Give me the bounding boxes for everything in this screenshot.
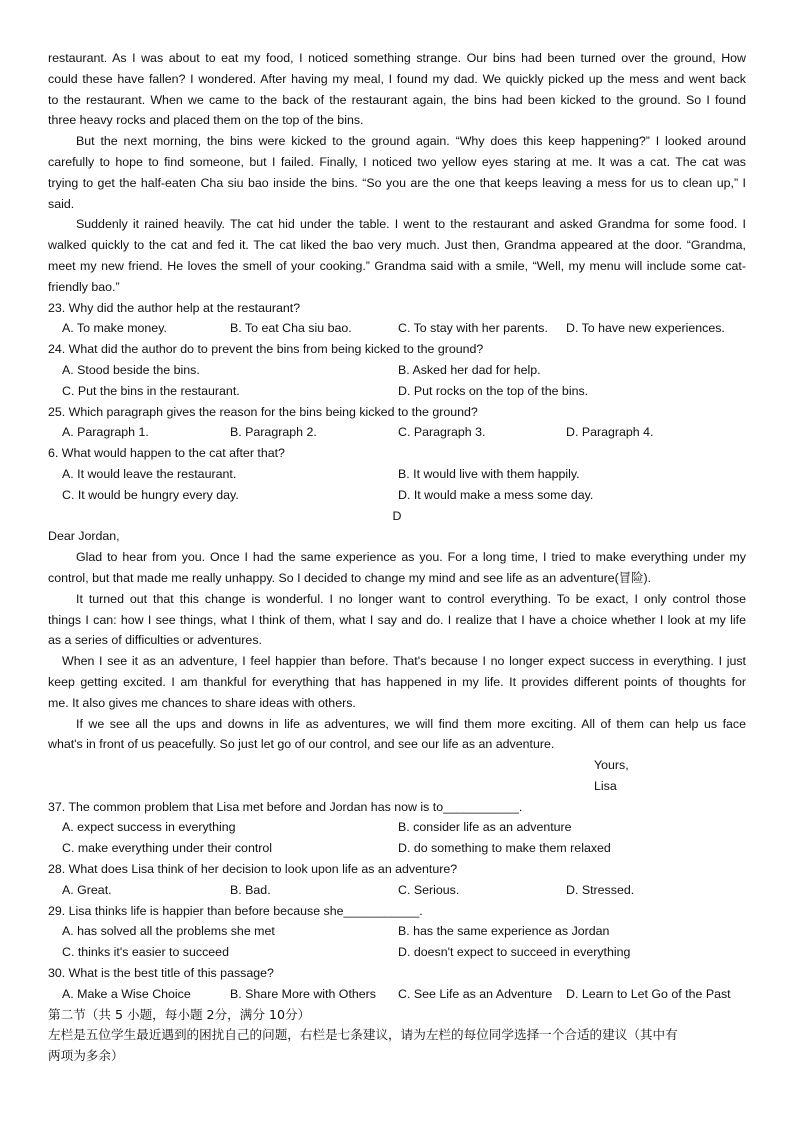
option-a[interactable]: A. Great. [62, 882, 112, 897]
option-a[interactable]: A. Make a Wise Choice [62, 986, 191, 1001]
letter-line: It turned out that this change is wonderful. I no longer want to control everything. To be exact, I only control those [76, 591, 746, 606]
option-c[interactable]: C. Put the bins in the restaurant. [62, 383, 240, 398]
option-c[interactable]: C. Serious. [398, 882, 460, 897]
letter-line: control, but that made me really unhappy. So I decided to change my mind and see life as an adventure(冒险). [48, 570, 652, 585]
section-2 [48, 1005, 746, 1067]
question-37 [48, 797, 746, 859]
section-2-heading: 第二节（共 5 小题，每小题 2分，满分 10分） [48, 1006, 311, 1022]
option-c[interactable]: C. make everything under their control [62, 841, 273, 856]
option-b[interactable]: B. It would live with them happily. [398, 466, 580, 481]
option-d[interactable]: D. It would make a mess some day. [398, 487, 594, 502]
option-a[interactable]: A. Paragraph 1. [62, 425, 149, 440]
passage-line: three heavy rocks and placed them on the top of the bins. [48, 113, 364, 128]
option-c[interactable]: C. thinks it's easier to succeed [62, 945, 229, 960]
passage-line: walked quickly to the cat and fed it. The cat liked the bao very much. Just then, Grandma appeared at the door. “Grandma, [48, 238, 746, 253]
section-d-heading: D [392, 508, 402, 523]
passage-c [48, 48, 746, 298]
option-a[interactable]: A. has solved all the problems she met [62, 924, 275, 939]
option-d[interactable]: D. Put rocks on the top of the bins. [398, 383, 589, 398]
option-b[interactable]: B. To eat Cha siu bao. [230, 321, 352, 336]
question-30 [48, 963, 746, 1005]
letter-line: If we see all the ups and downs in life as adventures, we will find them more exciting. All of them can help us face [76, 716, 746, 731]
letter [48, 526, 746, 796]
option-a[interactable]: A. Stood beside the bins. [62, 362, 200, 377]
passage-line: Suddenly it rained heavily. The cat hid under the table. I went to the restaurant and asked Grandma for some food. I [76, 217, 746, 232]
letter-closing: Yours, [594, 758, 629, 773]
question-stem: 25. Which paragraph gives the reason for the bins being kicked to the ground? [48, 404, 478, 419]
passage-line: said. [48, 196, 75, 211]
exam-page [48, 48, 746, 1067]
section-2-instruction: 两项为多余） [48, 1048, 124, 1064]
passage-line: restaurant. As I was about to eat my food, I noticed something strange. Our bins had been turned over the ground, How [48, 51, 746, 65]
question-stem: 29. Lisa thinks life is happier than before because she___________. [48, 903, 423, 918]
passage-line: trying to get the half-eaten Cha siu bao inside the bins. “So you are the one that keeps leaving a mess for us to clean up,” I [48, 175, 746, 190]
option-a[interactable]: A. It would leave the restaurant. [62, 466, 237, 481]
passage-line: friendly bao.” [48, 279, 120, 294]
letter-line: things I can: how I see things, what I think of them, what I say and do. I realize that I have a choice whether I look at my life [48, 612, 746, 627]
option-d[interactable]: D. To have new experiences. [566, 321, 725, 336]
question-stem: 24. What did the author do to prevent the bins from being kicked to the ground? [48, 342, 484, 357]
option-d[interactable]: D. Learn to Let Go of the Past [566, 986, 731, 1001]
option-c[interactable]: C. It would be hungry every day. [62, 487, 239, 502]
question-23 [48, 298, 746, 340]
question-26 [48, 443, 746, 505]
option-d[interactable]: D. Paragraph 4. [566, 425, 654, 440]
option-d[interactable]: D. do something to make them relaxed [398, 841, 611, 856]
question-stem: 37. The common problem that Lisa met before and Jordan has now is to___________. [48, 799, 523, 814]
question-stem: 28. What does Lisa think of her decision to look upon life as an adventure? [48, 862, 458, 877]
question-stem: 6. What would happen to the cat after that? [48, 446, 285, 461]
letter-line: as a series of difficulties or adventures. [48, 633, 262, 648]
option-c[interactable]: C. See Life as an Adventure [398, 986, 553, 1001]
letter-line: what's in front of us peacefully. So just let go of our control, and see our life as an adventure. [48, 737, 555, 752]
letter-greeting: Dear Jordan, [48, 529, 120, 544]
option-d[interactable]: D. Stressed. [566, 882, 635, 897]
question-stem: 30. What is the best title of this passage? [48, 966, 274, 981]
letter-line: keep getting excited. I am thankful for everything that has happened in my life. It provides different points of thoughts for [48, 674, 746, 689]
passage-line: carefully to hope to find someone, but I failed. Finally, I noticed two yellow eyes staring at me. It was a cat. The cat was [48, 154, 746, 169]
option-b[interactable]: B. Share More with Others [230, 986, 376, 1001]
option-c[interactable]: C. Paragraph 3. [398, 425, 486, 440]
question-24 [48, 339, 746, 401]
option-c[interactable]: C. To stay with her parents. [398, 321, 548, 336]
passage-line: could these have fallen? I wondered. After having my meal, I found my dad. We quickly picked up the mess and went back [48, 71, 746, 86]
letter-signature: Lisa [594, 778, 617, 793]
option-b[interactable]: B. Paragraph 2. [230, 425, 317, 440]
passage-line: But the next morning, the bins were kicked to the ground again. “Why does this keep happening?” I looked around [76, 134, 746, 149]
letter-line: Glad to hear from you. Once I had the same experience as you. For a long time, I tried to make everything under my [76, 550, 746, 565]
option-b[interactable]: B. consider life as an adventure [398, 820, 572, 835]
section-2-instruction: 左栏是五位学生最近遇到的困扰自己的问题，右栏是七条建议，请为左栏的每位同学选择一个合适的建议（其中有 [48, 1027, 678, 1043]
passage-line: meet my new friend. He loves the smell of your cooking.” Grandma said with a smile, “Well, my menu will include some cat- [48, 258, 746, 273]
option-b[interactable]: B. Asked her dad for help. [398, 362, 541, 377]
option-b[interactable]: B. has the same experience as Jordan [398, 924, 610, 939]
option-a[interactable]: A. expect success in everything [62, 820, 236, 835]
question-29 [48, 901, 746, 963]
question-stem: 23. Why did the author help at the restaurant? [48, 300, 301, 315]
passage-line: to the restaurant. When we came to the back of the restaurant again, the bins had been kicked to the ground. So I found [48, 92, 746, 107]
letter-line: me. It also gives me chances to share ideas with others. [48, 695, 356, 710]
option-a[interactable]: A. To make money. [62, 321, 167, 336]
option-d[interactable]: D. doesn't expect to succeed in everything [398, 945, 631, 960]
question-28 [48, 859, 746, 901]
option-b[interactable]: B. Bad. [230, 882, 271, 897]
letter-line: When I see it as an adventure, I feel happier than before. That's because I no longer expect success in everything. I just [62, 654, 746, 669]
question-25 [48, 402, 746, 444]
